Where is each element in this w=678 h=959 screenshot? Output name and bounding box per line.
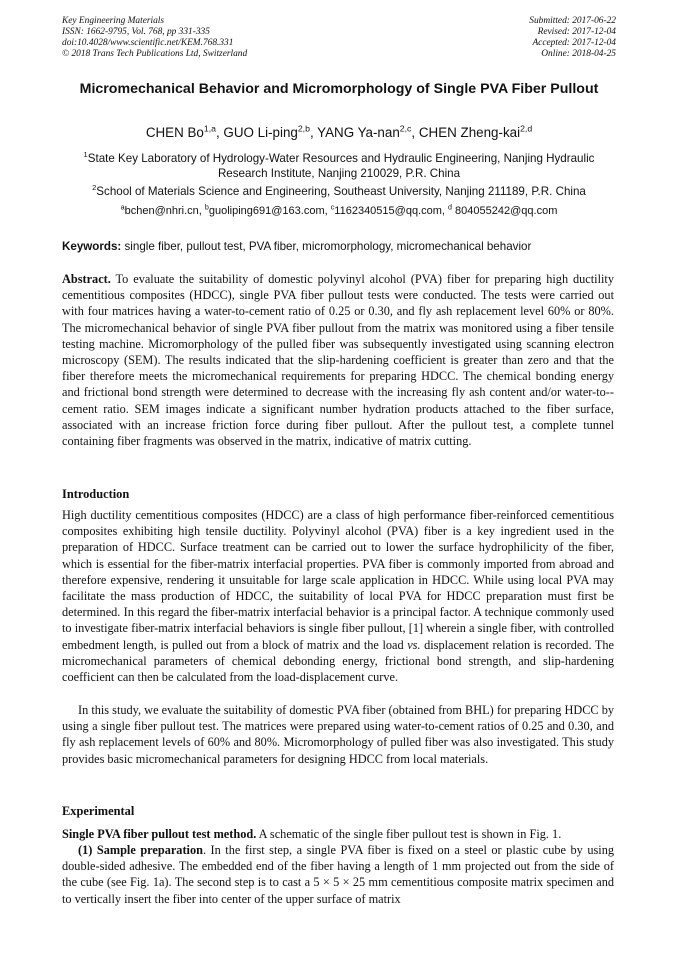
issn-line: ISSN: 1662-9795, Vol. 768, pp 331-335 xyxy=(62,27,210,37)
email-link[interactable]: bchen@nhri.cn, xyxy=(124,205,205,217)
section-heading-introduction: Introduction xyxy=(62,487,130,501)
doi-line[interactable]: doi:10.4028/www.scientific.net/KEM.768.331 xyxy=(62,38,234,48)
author-affiliation-mark: 1,a xyxy=(203,123,216,134)
email-link[interactable]: 1162340515@qq.com, xyxy=(334,205,449,217)
affiliation-1: $^1$State Key Laboratory of Hydrology-Water Resources and Hydraulic Engineering, Nanjing Hydraulic Research Institute, Nanjing 210029, P.R. China xyxy=(83,150,595,180)
author-name: CHEN Bo xyxy=(145,125,204,140)
experimental-paragraph: (1) Sample preparation. In the first step, a single PVA fiber is fixed on a steel or plastic cube by using double-sided adhesive. The embedded end of the fiber having a length of 1 mm projected out from the side of the cube (see Fig. 1a). The second step is to cast a 5 × 5 × 25 mm cementitious composite matrix specimen and to vertically insert the fiber into center of the upper surface of matrix xyxy=(62,843,614,906)
journal-name: Key Engineering Materials xyxy=(62,16,165,26)
author-name: GUO Li-ping xyxy=(223,125,298,140)
keywords-label: Keywords: xyxy=(62,240,122,253)
email-link[interactable]: 804055242@qq.com xyxy=(452,205,558,217)
author-name: YANG Ya-nan xyxy=(317,125,400,140)
keywords xyxy=(62,239,616,254)
abstract-text: To evaluate the suitability of domestic polyvinyl alcohol (PVA) fiber for preparing high ductility cementitious composites (HDCC), single PVA fiber pullout tests were conducted. The tests were carried out with four matrices having a water-to-cement ratio of 0.25 or 0.30, and fly ash replacement level 60% or 80%. The micromechanical behavior of single PVA fiber pullout from the matrix was monitored using a fiber tensile testing machine. Micromorphology of the pulled fiber was subsequently investigated using scanning electron microscopy (SEM). The results indicated that the slip-hardening coefficient is greater than zero and that the fiber therefore meets the micromechanical requirements for preparing HDCC. The chemical bonding energy and frictional bond strength were determined to decrease with the increasing fly ash content and/or water-to--cement ratio. SEM images indicate a significant number hydration products attached to the fiber surface, associated with an increase friction force during fiber pullout. After the pullout test, a complete tunnel containing fiber fragments was observed in the matrix, indicative of matrix cutting. xyxy=(62,272,614,449)
author-affiliation-mark: 2,b xyxy=(297,123,310,134)
author-name: CHEN Zheng-kai xyxy=(418,125,521,140)
email-link[interactable]: guoliping691@163.com, xyxy=(208,205,331,217)
paper-title: Micromechanical Behavior and Micromorphology of Single PVA Fiber Pullout xyxy=(79,81,599,97)
experimental-subheading: Single PVA fiber pullout test method. A schematic of the single fiber pullout test is shown in Fig. 1. xyxy=(62,827,562,841)
introduction-paragraph: In this study, we evaluate the suitability of domestic PVA fiber (obtained from BHL) for preparing HDCC by using a single fiber pullout test. The matrices were prepared using water-to-cement ratios of 0.25 and 0.30, and fly ash replacement levels of 60% and 80%. Micromorphology of pulled fiber was also investigated. This study provides basic micromechanical parameters for designing HDCC from local materials. xyxy=(62,703,614,766)
abstract-label: Abstract. xyxy=(62,272,111,286)
introduction-paragraph: High ductility cementitious composites (HDCC) are a class of high performance fiber-reinforced cementitious composites exhibiting high tensile ductility. Polyvinyl alcohol (PVA) fiber is a key ingredient used in the preparation of HDCC. Surface treatment can be carried out to lower the surface hydrophilicity of the fiber, which is essential for the fiber-matrix interfacial properties. PVA fiber is commonly imported from abroad and therefore expensive, rendering it unsuitable for large scale application in HDCC. While using local PVA may facilitate the mass production of HDCC, the suitability of local PVA for HDCC preparation must first be determined. In this regard the fiber-matrix interfacial behavior is a principal factor. A technique commonly used to investigate fiber-matrix interfacial behaviors is single fiber pullout, [1] wherein a single fiber, with controlled embedment length, is pulled out from a block of matrix and the load vs. displacement relation is recorded. The micromechanical parameters of chemical debonding energy, frictional bond strength, and slip-hardening coefficient can then be calculated from the load-displacement curve. xyxy=(62,508,614,685)
revised-date: Revised: 2017-12-04 xyxy=(537,27,616,37)
author-emails: $^a$bchen@nhri.cn, $^b$guoliping691@163.com, $^c$1162340515@qq.com, $^d$ 804055242@qq.com xyxy=(120,203,558,217)
online-date: Online: 2018-04-25 xyxy=(541,49,616,59)
section-heading-experimental: Experimental xyxy=(62,804,135,818)
journal-info xyxy=(62,16,247,60)
copyright-line: © 2018 Trans Tech Publications Ltd, Switzerland xyxy=(62,49,248,59)
author-affiliation-mark: 2,c xyxy=(399,123,412,134)
author-affiliation-mark: 2,d xyxy=(520,123,533,134)
abstract xyxy=(62,271,614,449)
submitted-date: Submitted: 2017-06-22 xyxy=(529,16,616,26)
publication-dates xyxy=(529,16,616,60)
accepted-date: Accepted: 2017-12-04 xyxy=(532,38,616,48)
affiliation-2: $^2$School of Materials Science and Engineering, Southeast University, Nanjing 211189, P.R. China xyxy=(92,183,586,198)
keywords-text: single fiber, pullout test, PVA fiber, micromorphology, micromechanical behavior xyxy=(121,240,532,253)
author-list: CHEN Bo$^{1,a}$, GUO Li-ping$^{2,b}$, YANG Ya-nan$^{2,c}$, CHEN Zheng-kai$^{2,d}$ xyxy=(145,123,533,140)
